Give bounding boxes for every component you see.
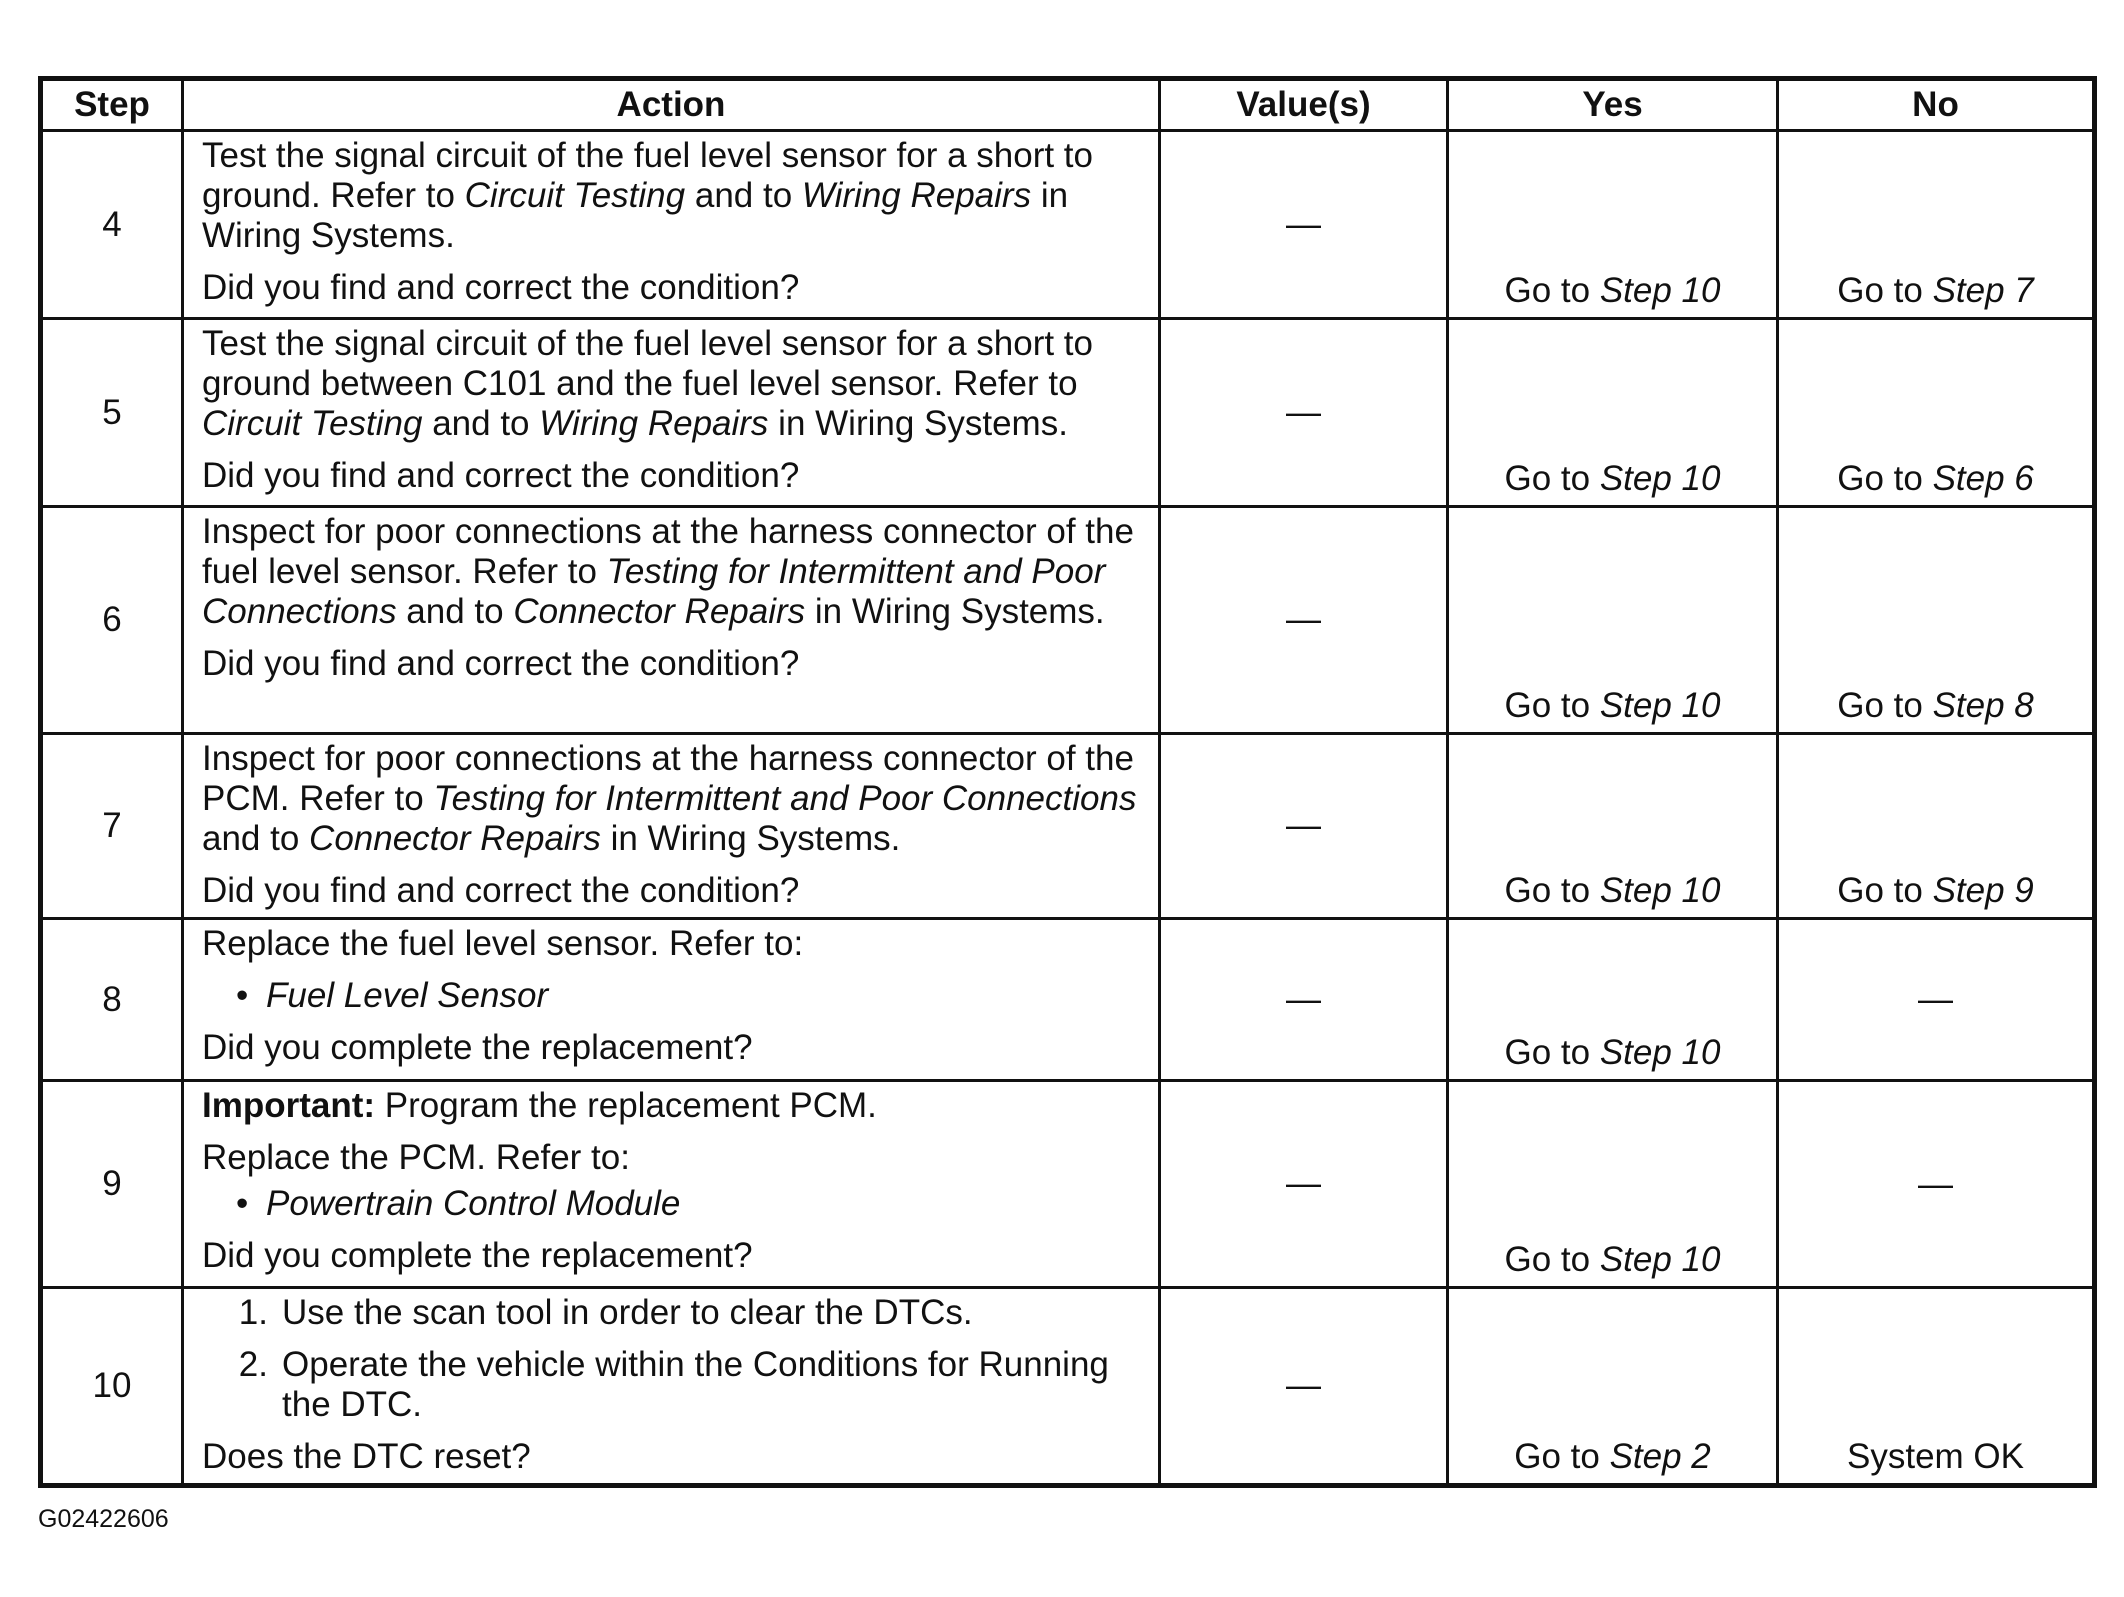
action-cell xyxy=(183,507,1160,734)
action-text-part: Test the signal circuit of the fuel level sensor for a short to ground. Refer to xyxy=(202,136,1093,215)
header-row xyxy=(41,79,2095,131)
yes-step-link: Step 10 xyxy=(1599,871,1721,910)
action-question: Does the DTC reset? xyxy=(202,1437,531,1476)
yes-step-link: Step 10 xyxy=(1599,459,1721,498)
action-text xyxy=(202,136,1144,256)
yes-prefix: Go to xyxy=(1504,271,1600,310)
header-values: Value(s) xyxy=(1160,79,1448,131)
action-text xyxy=(202,324,1144,444)
reference-list-item xyxy=(202,1184,1144,1224)
action-cell xyxy=(183,1081,1160,1288)
action-text-part: in Wiring Systems. xyxy=(600,819,901,858)
no-cell xyxy=(1778,734,2095,919)
yes-prefix: Go to xyxy=(1504,459,1600,498)
yes-prefix: Go to xyxy=(1504,871,1600,910)
action-question: Did you find and correct the condition? xyxy=(202,644,800,683)
yes-step-link: Step 10 xyxy=(1599,1033,1721,1072)
list-number: 2. xyxy=(238,1345,268,1384)
step-number: 9 xyxy=(41,1081,183,1288)
reference-wiring-repairs: Wiring Repairs xyxy=(801,176,1032,215)
value-cell: — xyxy=(1160,319,1448,507)
value-cell: — xyxy=(1160,734,1448,919)
action-question: Did you find and correct the condition? xyxy=(202,871,800,910)
important-note xyxy=(202,1086,1144,1126)
no-step-link: Step 7 xyxy=(1932,271,2034,310)
list-number: 1. xyxy=(238,1293,268,1332)
numbered-list-item xyxy=(202,1293,1144,1333)
no-prefix: Go to xyxy=(1837,459,1933,498)
action-intro: Replace the fuel level sensor. Refer to: xyxy=(202,924,804,963)
list-text: Use the scan tool in order to clear the DTCs. xyxy=(282,1293,973,1332)
header-no: No xyxy=(1778,79,2095,131)
no-cell: — xyxy=(1778,919,2095,1081)
table-row-step-6 xyxy=(41,507,2095,734)
action-cell xyxy=(183,734,1160,919)
action-text-part: in Wiring Systems. xyxy=(768,404,1068,443)
value-cell: — xyxy=(1160,1288,1448,1486)
action-text-part: Test the signal circuit of the fuel level sensor for a short to ground between C101 and the fuel level sensor. Refer to xyxy=(202,324,1093,403)
reference-connector-repairs: Connector Repairs xyxy=(513,592,806,631)
action-text-part: and to xyxy=(422,404,540,443)
no-cell: System OK xyxy=(1778,1288,2095,1486)
reference-intermittent-connections: Testing for Intermittent and Poor Connections xyxy=(433,779,1137,818)
step-number: 10 xyxy=(41,1288,183,1486)
table-row-step-8 xyxy=(41,919,2095,1081)
table-row-step-9 xyxy=(41,1081,2095,1288)
no-prefix: Go to xyxy=(1837,686,1933,725)
yes-cell xyxy=(1448,131,1778,319)
step-number: 7 xyxy=(41,734,183,919)
no-step-link: Step 9 xyxy=(1932,871,2034,910)
table-row-step-7 xyxy=(41,734,2095,919)
header-step: Step xyxy=(41,79,183,131)
no-prefix: Go to xyxy=(1837,871,1933,910)
action-intro: Replace the PCM. Refer to: xyxy=(202,1138,630,1177)
list-text: Operate the vehicle within the Conditions for Running the DTC. xyxy=(282,1345,1109,1424)
yes-cell xyxy=(1448,507,1778,734)
yes-step-link: Step 10 xyxy=(1599,686,1721,725)
no-cell xyxy=(1778,131,2095,319)
no-step-link: Step 6 xyxy=(1932,459,2034,498)
reference-list-item xyxy=(202,976,1144,1016)
no-cell: — xyxy=(1778,1081,2095,1288)
action-text-part: in Wiring Systems. xyxy=(202,176,1069,255)
reference-fuel-level-sensor: Fuel Level Sensor xyxy=(266,976,549,1015)
yes-cell xyxy=(1448,319,1778,507)
step-number: 5 xyxy=(41,319,183,507)
step-number: 4 xyxy=(41,131,183,319)
yes-step-link: Step 2 xyxy=(1609,1437,1711,1476)
header-action: Action xyxy=(183,79,1160,131)
important-text: Program the replacement PCM. xyxy=(375,1086,877,1125)
yes-prefix: Go to xyxy=(1504,1240,1600,1279)
action-cell xyxy=(183,919,1160,1081)
yes-step-link: Step 10 xyxy=(1599,1240,1721,1279)
action-question: Did you find and correct the condition? xyxy=(202,268,800,307)
action-cell xyxy=(183,131,1160,319)
action-question: Did you find and correct the condition? xyxy=(202,456,800,495)
bullet-icon: • xyxy=(236,1184,249,1223)
reference-intermittent-connections: Testing for Intermittent and Poor Connections xyxy=(202,552,1106,631)
value-cell: — xyxy=(1160,131,1448,319)
action-text xyxy=(202,739,1144,859)
action-text-part: Inspect for poor connections at the harness connector of the fuel level sensor. Refer to xyxy=(202,512,1134,591)
header-yes: Yes xyxy=(1448,79,1778,131)
no-cell xyxy=(1778,507,2095,734)
table-row-step-4 xyxy=(41,131,2095,319)
yes-cell xyxy=(1448,734,1778,919)
numbered-list-item xyxy=(202,1345,1144,1425)
action-text xyxy=(202,512,1144,632)
bullet-icon: • xyxy=(236,976,249,1015)
no-prefix: Go to xyxy=(1837,271,1933,310)
value-cell: — xyxy=(1160,1081,1448,1288)
table-row-step-5 xyxy=(41,319,2095,507)
figure-code: G02422606 xyxy=(38,1505,169,1533)
yes-cell xyxy=(1448,1288,1778,1486)
yes-prefix: Go to xyxy=(1504,686,1600,725)
value-cell: — xyxy=(1160,919,1448,1081)
reference-circuit-testing: Circuit Testing xyxy=(202,404,423,443)
yes-step-link: Step 10 xyxy=(1599,271,1721,310)
value-cell: — xyxy=(1160,507,1448,734)
action-cell xyxy=(183,1288,1160,1486)
action-cell xyxy=(183,319,1160,507)
action-text-part: and to xyxy=(685,176,802,215)
diagnostic-table xyxy=(38,76,2097,1488)
yes-cell xyxy=(1448,1081,1778,1288)
table-row-step-10 xyxy=(41,1288,2095,1486)
reference-powertrain-control-module: Powertrain Control Module xyxy=(266,1184,681,1223)
no-cell xyxy=(1778,319,2095,507)
yes-cell xyxy=(1448,919,1778,1081)
action-text-part: and to xyxy=(202,819,310,858)
action-text-part: and to xyxy=(396,592,514,631)
important-label: Important: xyxy=(202,1086,376,1125)
action-text-part: in Wiring Systems. xyxy=(805,592,1105,631)
step-number: 6 xyxy=(41,507,183,734)
reference-circuit-testing: Circuit Testing xyxy=(464,176,686,215)
action-question: Did you complete the replacement? xyxy=(202,1028,753,1067)
reference-connector-repairs: Connector Repairs xyxy=(309,819,601,858)
step-number: 8 xyxy=(41,919,183,1081)
yes-prefix: Go to xyxy=(1504,1033,1600,1072)
action-question: Did you complete the replacement? xyxy=(202,1236,753,1275)
no-step-link: Step 8 xyxy=(1932,686,2034,725)
reference-wiring-repairs: Wiring Repairs xyxy=(539,404,769,443)
yes-prefix: Go to xyxy=(1514,1437,1610,1476)
action-text-part: Inspect for poor connections at the harness connector of the PCM. Refer to xyxy=(202,739,1134,818)
